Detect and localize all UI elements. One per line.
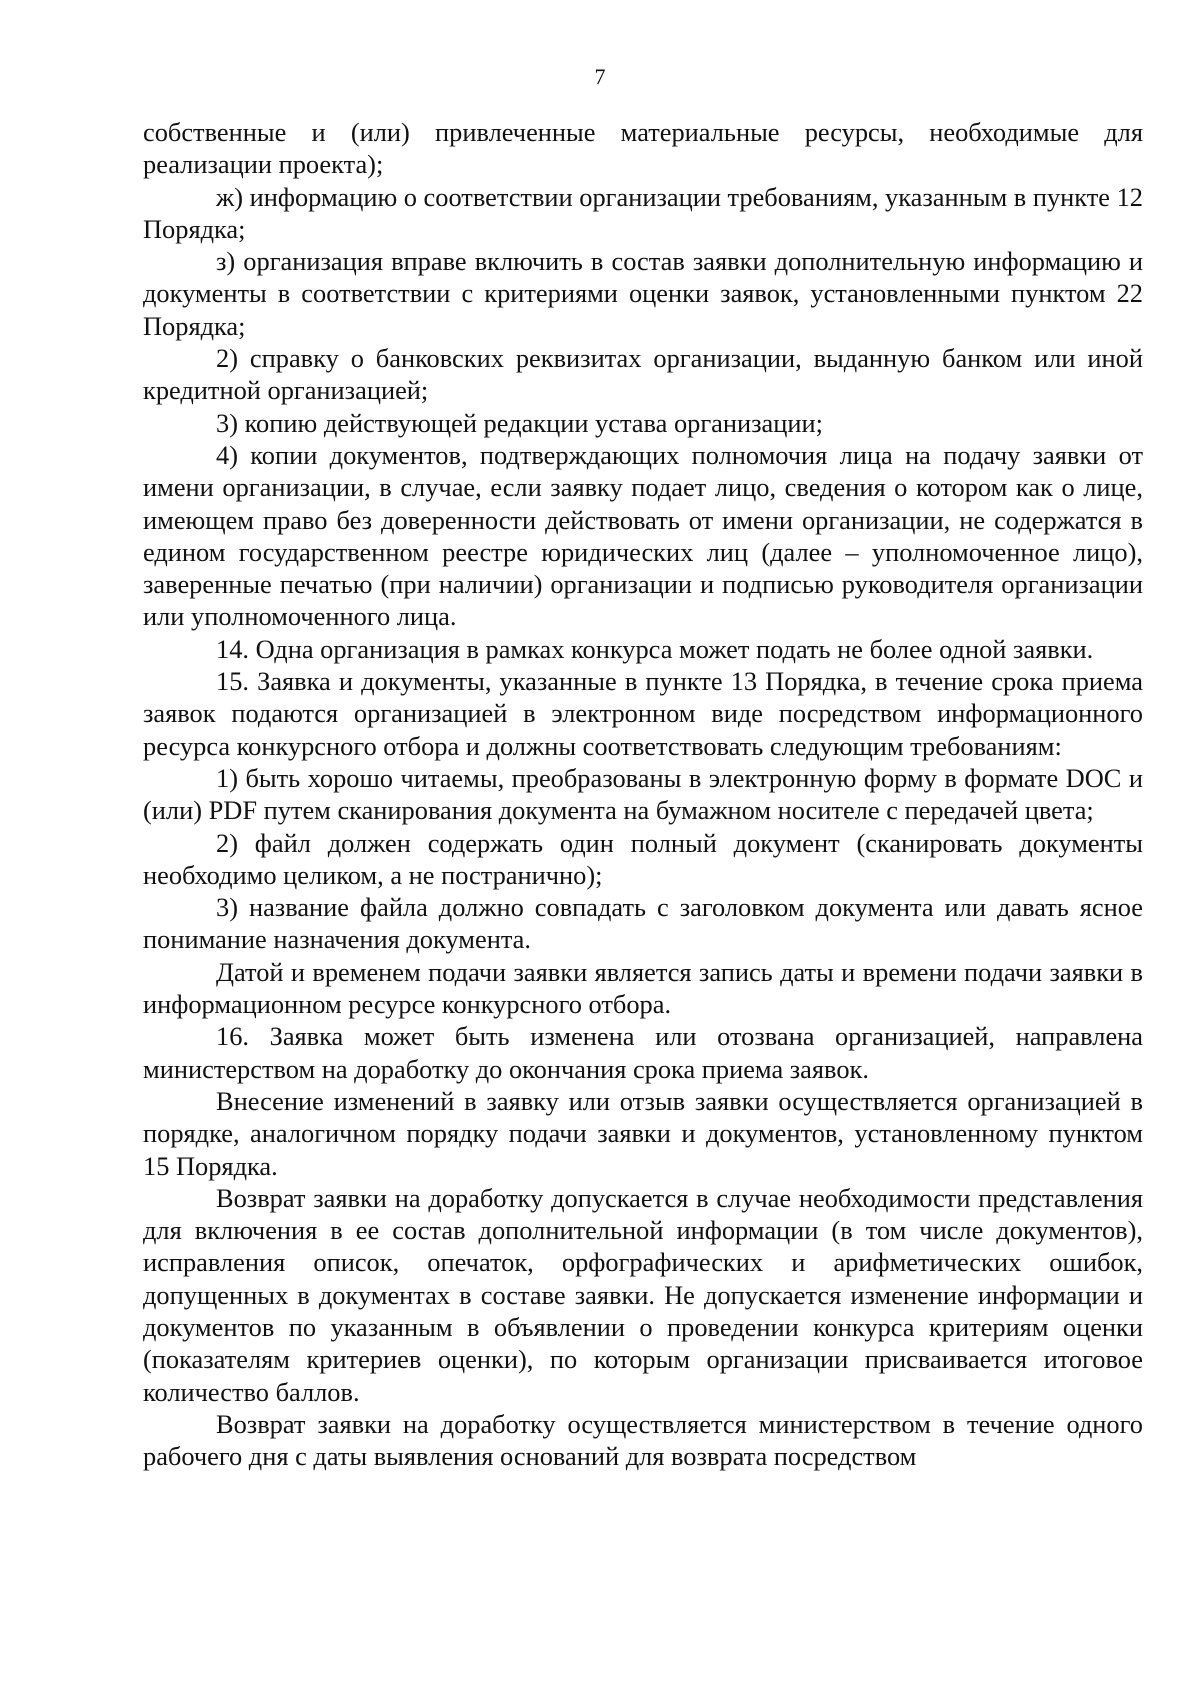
paragraph: з) организация вправе включить в состав заявки дополнительную информацию и документы в соответствии с критериями оценки заявок, установленными пунктом 22 Порядка;	[143, 246, 1143, 341]
paragraph: 2) файл должен содержать один полный документ (сканировать документы необходимо целиком, а не постранично);	[143, 827, 1143, 890]
paragraph: Внесение изменений в заявку или отзыв заявки осуществляется организацией в порядке, аналогичном порядку подачи заявки и документов, установленному пунктом 15 Порядка.	[143, 1085, 1143, 1181]
paragraph: Датой и временем подачи заявки является запись даты и времени подачи заявки в информационном ресурсе конкурсного отбора.	[143, 956, 1143, 1020]
paragraph: 1) быть хорошо читаемы, преобразованы в электронную форму в формате DOC и (или) PDF путем сканирования документа на бумажном носителе с передачей цвета;	[143, 762, 1143, 826]
paragraph: 4) копии документов, подтверждающих полномочия лица на подачу заявки от имени организации, в случае, если заявку подает лицо, сведения о котором как о лице, имеющем право без доверенности действовать от имени организации, не содержатся в едином государственном реестре юридических лиц (далее – уполномоченное лицо), заверенные печатью (при наличии) организации и подписью руководителя организации или уполномоченного лица.	[143, 439, 1143, 632]
page-number: 7	[594, 64, 606, 89]
paragraph: 16. Заявка может быть изменена или отозвана организацией, направлена министерством на доработку до окончания срока приема заявок.	[143, 1021, 1143, 1084]
paragraph: 3) название файла должно совпадать с заголовком документа или давать ясное понимание назначения документа.	[143, 892, 1143, 955]
paragraph: Возврат заявки на доработку осуществляется министерством в течение одного рабочего дня с даты выявления оснований для возврата посредством	[143, 1408, 1143, 1472]
paragraph: Возврат заявки на доработку допускается в случае необходимости представления для включения в ее состав дополнительной информации (в том числе документов), исправления описок, опечаток, орфографических и арифметических ошибок, допущенных в документах в составе заявки. Не допускается изменение информации и документов по указанным в объявлении о проведении конкурса критериям оценки (показателям критериев оценки), по которым организации присваивается итоговое количество баллов.	[143, 1182, 1143, 1407]
paragraph: ж) информацию о соответствии организации требованиям, указанным в пункте 12 Порядка;	[143, 181, 1143, 244]
paragraph: 3) копию действующей редакции устава организации;	[216, 407, 823, 438]
paragraph: 14. Одна организация в рамках конкурса может подать не более одной заявки.	[216, 633, 1094, 664]
paragraph: собственные и (или) привлеченные материальные ресурсы, необходимые для реализации проекта);	[143, 117, 1143, 180]
document-body	[143, 116, 1143, 1472]
paragraph: 15. Заявка и документы, указанные в пункте 13 Порядка, в течение срока приема заявок подаются организацией в электронном виде посредством информационного ресурса конкурсного отбора и должны соответствовать следующим требованиям:	[143, 666, 1143, 761]
paragraph: 2) справку о банковских реквизитах организации, выданную банком или иной кредитной организацией;	[143, 343, 1143, 406]
